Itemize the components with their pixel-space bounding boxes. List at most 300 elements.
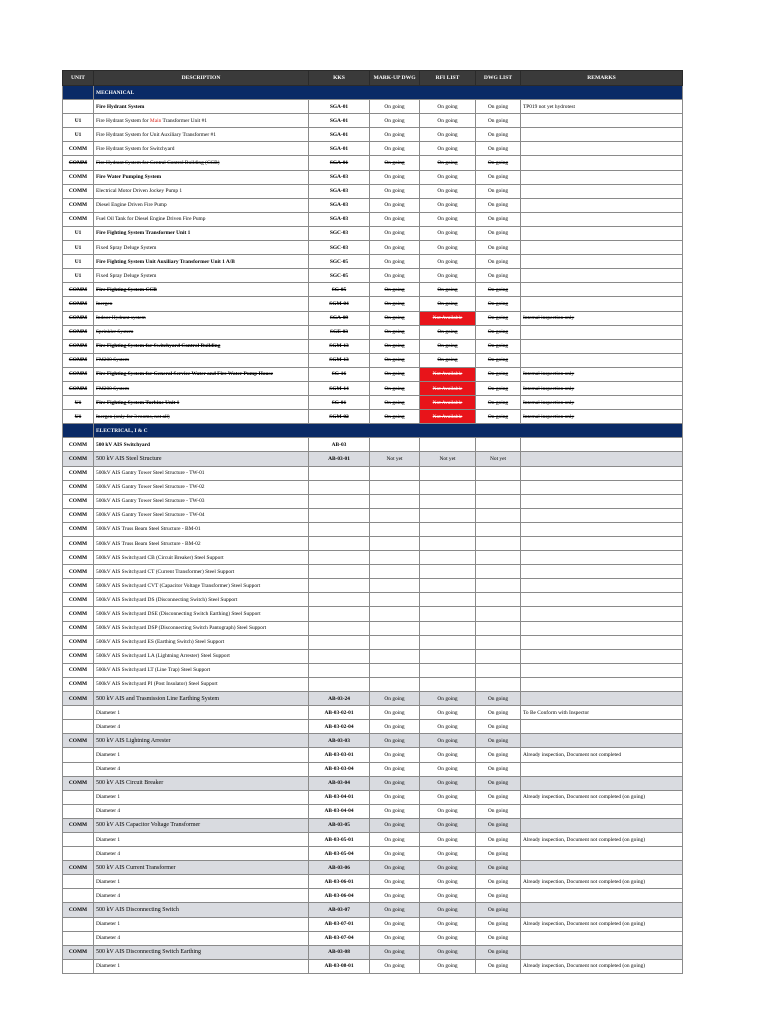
dwg-list-cell[interactable]: On going (476, 903, 521, 917)
kks-cell[interactable]: AB-03-02-04 (309, 720, 370, 734)
dwg-list-cell[interactable] (476, 579, 521, 593)
dwg-list-cell[interactable]: On going (476, 889, 521, 903)
description-cell[interactable]: Fire Hydrant System (94, 100, 309, 114)
markup-dwg-cell[interactable]: On going (370, 776, 420, 790)
dwg-list-cell[interactable]: Not yet (476, 452, 521, 466)
markup-dwg-cell[interactable] (370, 494, 420, 508)
kks-cell[interactable]: AB-03-03 (309, 734, 370, 748)
description-cell[interactable]: 500 kV AIS Switchyard (94, 438, 309, 452)
dwg-list-cell[interactable]: On going (476, 212, 521, 226)
description-cell[interactable]: Diameter 1 (94, 706, 309, 720)
markup-dwg-cell[interactable]: On going (370, 353, 420, 367)
dwg-list-cell[interactable]: On going (476, 297, 521, 311)
markup-dwg-cell[interactable] (370, 607, 420, 621)
unit-cell[interactable]: COMM (63, 508, 94, 522)
remarks-cell[interactable] (521, 438, 683, 452)
dwg-list-cell[interactable]: On going (476, 128, 521, 142)
description-cell[interactable]: Diameter 1 (94, 832, 309, 846)
rfi-list-cell[interactable]: On going (420, 804, 476, 818)
remarks-cell[interactable] (521, 339, 683, 353)
description-cell[interactable]: 500kV AIS Switchyard CT (Current Transformer) Steel Support (94, 565, 309, 579)
description-cell[interactable]: Diameter 1 (94, 748, 309, 762)
markup-dwg-cell[interactable]: On going (370, 283, 420, 297)
rfi-list-cell[interactable]: On going (420, 128, 476, 142)
description-cell[interactable]: 500kV AIS Gantry Tower Steel Structure - TW-02 (94, 480, 309, 494)
unit-cell[interactable]: COMM (63, 903, 94, 917)
description-cell[interactable]: Indoor Hydrant system (94, 311, 309, 325)
markup-dwg-cell[interactable]: On going (370, 114, 420, 128)
rfi-list-cell[interactable] (420, 466, 476, 480)
kks-cell[interactable] (309, 635, 370, 649)
markup-dwg-cell[interactable] (370, 649, 420, 663)
description-cell[interactable]: 500kV AIS Gantry Tower Steel Structure - TW-04 (94, 508, 309, 522)
kks-cell[interactable]: SGA-03 (309, 184, 370, 198)
kks-cell[interactable]: SGC-03 (309, 241, 370, 255)
description-cell[interactable]: Diameter 4 (94, 931, 309, 945)
dwg-list-cell[interactable] (476, 593, 521, 607)
col-header-unit[interactable]: UNIT (63, 71, 94, 86)
kks-cell[interactable]: SGE-03 (309, 325, 370, 339)
rfi-list-cell[interactable]: On going (420, 283, 476, 297)
unit-cell[interactable]: U1 (63, 396, 94, 410)
remarks-cell[interactable] (521, 128, 683, 142)
kks-cell[interactable]: AB-03-08-01 (309, 959, 370, 973)
markup-dwg-cell[interactable]: On going (370, 861, 420, 875)
kks-cell[interactable]: AB-03-01 (309, 452, 370, 466)
unit-cell[interactable] (63, 847, 94, 861)
markup-dwg-cell[interactable]: On going (370, 790, 420, 804)
dwg-list-cell[interactable]: On going (476, 847, 521, 861)
description-cell[interactable]: 500kV AIS Truss Beam Steel Structure - BM-02 (94, 537, 309, 551)
remarks-cell[interactable] (521, 903, 683, 917)
remarks-cell[interactable] (521, 593, 683, 607)
markup-dwg-cell[interactable]: On going (370, 255, 420, 269)
col-header-markup-dwg[interactable]: MARK-UP DWG (370, 71, 420, 86)
dwg-list-cell[interactable] (476, 649, 521, 663)
unit-cell[interactable] (63, 875, 94, 889)
dwg-list-cell[interactable]: On going (476, 396, 521, 410)
description-cell[interactable]: Fixed Spray Deluge System (94, 241, 309, 255)
markup-dwg-cell[interactable]: On going (370, 367, 420, 381)
rfi-list-cell[interactable]: On going (420, 762, 476, 776)
unit-cell[interactable]: COMM (63, 649, 94, 663)
unit-cell[interactable]: COMM (63, 311, 94, 325)
unit-cell[interactable]: COMM (63, 537, 94, 551)
dwg-list-cell[interactable]: On going (476, 762, 521, 776)
markup-dwg-cell[interactable] (370, 635, 420, 649)
dwg-list-cell[interactable] (476, 607, 521, 621)
kks-cell[interactable]: AB-03-05-01 (309, 832, 370, 846)
markup-dwg-cell[interactable]: On going (370, 762, 420, 776)
dwg-list-cell[interactable]: On going (476, 283, 521, 297)
unit-cell[interactable] (63, 706, 94, 720)
remarks-cell[interactable]: Already inspection, Document not completed (on going) (521, 832, 683, 846)
rfi-list-cell[interactable] (420, 438, 476, 452)
kks-cell[interactable] (309, 494, 370, 508)
dwg-list-cell[interactable]: On going (476, 706, 521, 720)
description-cell[interactable]: 500 kV AIS Current Transformer (94, 861, 309, 875)
unit-cell[interactable]: COMM (63, 212, 94, 226)
kks-cell[interactable]: AB-03-08 (309, 945, 370, 959)
dwg-list-cell[interactable] (476, 551, 521, 565)
kks-cell[interactable] (309, 508, 370, 522)
description-cell[interactable]: 500 kV AIS Capacitor Voltage Transformer (94, 818, 309, 832)
remarks-cell[interactable] (521, 677, 683, 691)
dwg-list-cell[interactable]: On going (476, 100, 521, 114)
dwg-list-cell[interactable]: On going (476, 241, 521, 255)
kks-cell[interactable] (309, 593, 370, 607)
rfi-list-cell[interactable] (420, 649, 476, 663)
rfi-list-cell[interactable]: On going (420, 931, 476, 945)
unit-cell[interactable] (63, 917, 94, 931)
unit-cell[interactable] (63, 790, 94, 804)
kks-cell[interactable]: SGA-01 (309, 100, 370, 114)
markup-dwg-cell[interactable]: On going (370, 931, 420, 945)
unit-cell[interactable]: COMM (63, 367, 94, 381)
dwg-list-cell[interactable]: On going (476, 410, 521, 424)
kks-cell[interactable]: SGM-04 (309, 297, 370, 311)
kks-cell[interactable]: AB-03-07 (309, 903, 370, 917)
kks-cell[interactable] (309, 621, 370, 635)
markup-dwg-cell[interactable]: On going (370, 311, 420, 325)
remarks-cell[interactable] (521, 635, 683, 649)
markup-dwg-cell[interactable]: On going (370, 100, 420, 114)
unit-cell[interactable]: COMM (63, 692, 94, 706)
unit-cell[interactable] (63, 959, 94, 973)
description-cell[interactable]: Inergen (94, 297, 309, 311)
remarks-cell[interactable] (521, 325, 683, 339)
rfi-list-cell[interactable]: On going (420, 226, 476, 240)
description-cell[interactable]: 500kV AIS Gantry Tower Steel Structure - TW-03 (94, 494, 309, 508)
description-cell[interactable]: Fixed Spray Deluge System (94, 269, 309, 283)
description-cell[interactable]: Diameter 4 (94, 762, 309, 776)
kks-cell[interactable]: SGA-01 (309, 142, 370, 156)
markup-dwg-cell[interactable] (370, 565, 420, 579)
dwg-list-cell[interactable]: On going (476, 861, 521, 875)
markup-dwg-cell[interactable]: On going (370, 269, 420, 283)
rfi-list-cell[interactable] (420, 607, 476, 621)
kks-cell[interactable]: SGA-03 (309, 198, 370, 212)
remarks-cell[interactable]: To Be Conform with Inspector (521, 706, 683, 720)
markup-dwg-cell[interactable]: On going (370, 804, 420, 818)
unit-cell[interactable]: COMM (63, 466, 94, 480)
kks-cell[interactable]: AB-03-03-04 (309, 762, 370, 776)
remarks-cell[interactable] (521, 114, 683, 128)
col-header-description[interactable]: DESCRIPTION (94, 71, 309, 86)
kks-cell[interactable]: AB-03-07-04 (309, 931, 370, 945)
kks-cell[interactable] (309, 551, 370, 565)
rfi-list-cell[interactable]: On going (420, 255, 476, 269)
remarks-cell[interactable] (521, 945, 683, 959)
remarks-cell[interactable] (521, 692, 683, 706)
unit-cell[interactable]: COMM (63, 353, 94, 367)
dwg-list-cell[interactable]: On going (476, 339, 521, 353)
description-cell[interactable]: Fire Hydrant System for Main Transformer Unit #1 (94, 114, 309, 128)
remarks-cell[interactable] (521, 663, 683, 677)
kks-cell[interactable] (309, 565, 370, 579)
kks-cell[interactable]: AB-03-07-01 (309, 917, 370, 931)
unit-cell[interactable]: COMM (63, 325, 94, 339)
description-cell[interactable]: Inergen (only for 3 rooms, not all) (94, 410, 309, 424)
description-cell[interactable]: Diameter 4 (94, 847, 309, 861)
unit-cell[interactable]: COMM (63, 198, 94, 212)
kks-cell[interactable]: SGC-05 (309, 255, 370, 269)
markup-dwg-cell[interactable] (370, 551, 420, 565)
dwg-list-cell[interactable]: On going (476, 255, 521, 269)
unit-cell[interactable]: COMM (63, 818, 94, 832)
rfi-not-available-cell[interactable]: Not Available (420, 367, 476, 381)
rfi-list-cell[interactable]: On going (420, 818, 476, 832)
unit-cell[interactable]: U1 (63, 114, 94, 128)
rfi-not-available-cell[interactable]: Not Available (420, 410, 476, 424)
kks-cell[interactable]: SGA-09 (309, 311, 370, 325)
markup-dwg-cell[interactable]: On going (370, 945, 420, 959)
unit-cell[interactable]: COMM (63, 565, 94, 579)
remarks-cell[interactable] (521, 283, 683, 297)
unit-cell[interactable]: COMM (63, 381, 94, 395)
description-cell[interactable]: 500kV AIS Gantry Tower Steel Structure - TW-01 (94, 466, 309, 480)
markup-dwg-cell[interactable] (370, 579, 420, 593)
markup-dwg-cell[interactable]: Not yet (370, 452, 420, 466)
remarks-cell[interactable] (521, 565, 683, 579)
remarks-cell[interactable] (521, 621, 683, 635)
dwg-list-cell[interactable]: On going (476, 875, 521, 889)
remarks-cell[interactable]: Already inspection, Document not completed (on going) (521, 790, 683, 804)
rfi-list-cell[interactable] (420, 522, 476, 536)
rfi-list-cell[interactable]: On going (420, 184, 476, 198)
remarks-cell[interactable] (521, 452, 683, 466)
unit-cell[interactable] (63, 832, 94, 846)
remarks-cell[interactable] (521, 889, 683, 903)
markup-dwg-cell[interactable]: On going (370, 170, 420, 184)
rfi-not-available-cell[interactable]: Not Available (420, 396, 476, 410)
remarks-cell[interactable] (521, 480, 683, 494)
kks-cell[interactable] (309, 663, 370, 677)
dwg-list-cell[interactable] (476, 537, 521, 551)
rfi-list-cell[interactable]: On going (420, 875, 476, 889)
markup-dwg-cell[interactable]: On going (370, 903, 420, 917)
rfi-list-cell[interactable]: On going (420, 100, 476, 114)
remarks-cell[interactable] (521, 466, 683, 480)
remarks-cell[interactable]: Already inspection, Document not completed (on going) (521, 917, 683, 931)
kks-cell[interactable]: AB-03-04-01 (309, 790, 370, 804)
markup-dwg-cell[interactable]: On going (370, 917, 420, 931)
rfi-list-cell[interactable]: On going (420, 353, 476, 367)
markup-dwg-cell[interactable]: On going (370, 410, 420, 424)
dwg-list-cell[interactable]: On going (476, 720, 521, 734)
description-cell[interactable]: Sprinkler System (94, 325, 309, 339)
unit-cell[interactable]: COMM (63, 494, 94, 508)
remarks-cell[interactable] (521, 156, 683, 170)
unit-cell[interactable] (63, 720, 94, 734)
description-cell[interactable]: Fire Fighting System Transformer Unit 1 (94, 226, 309, 240)
dwg-list-cell[interactable]: On going (476, 367, 521, 381)
dwg-list-cell[interactable]: On going (476, 142, 521, 156)
rfi-list-cell[interactable]: On going (420, 706, 476, 720)
dwg-list-cell[interactable] (476, 438, 521, 452)
rfi-list-cell[interactable] (420, 494, 476, 508)
markup-dwg-cell[interactable]: On going (370, 832, 420, 846)
dwg-list-cell[interactable]: On going (476, 804, 521, 818)
dwg-list-cell[interactable] (476, 663, 521, 677)
dwg-list-cell[interactable] (476, 522, 521, 536)
remarks-cell[interactable]: Internal inspection only (521, 311, 683, 325)
remarks-cell[interactable] (521, 142, 683, 156)
rfi-list-cell[interactable]: On going (420, 861, 476, 875)
markup-dwg-cell[interactable]: On going (370, 241, 420, 255)
description-cell[interactable]: Diesel Engine Driven Fire Pump (94, 198, 309, 212)
col-header-remarks[interactable]: REMARKS (521, 71, 683, 86)
dwg-list-cell[interactable] (476, 677, 521, 691)
rfi-list-cell[interactable]: On going (420, 903, 476, 917)
unit-cell[interactable]: U1 (63, 226, 94, 240)
unit-cell[interactable]: COMM (63, 607, 94, 621)
kks-cell[interactable]: AB-03-06-04 (309, 889, 370, 903)
unit-cell[interactable]: U1 (63, 241, 94, 255)
rfi-list-cell[interactable] (420, 621, 476, 635)
unit-cell[interactable]: U1 (63, 269, 94, 283)
kks-cell[interactable]: SG-05 (309, 283, 370, 297)
kks-cell[interactable]: SGA-03 (309, 170, 370, 184)
markup-dwg-cell[interactable] (370, 508, 420, 522)
rfi-list-cell[interactable] (420, 551, 476, 565)
dwg-list-cell[interactable]: On going (476, 790, 521, 804)
kks-cell[interactable]: AB-03-04 (309, 776, 370, 790)
unit-cell[interactable]: COMM (63, 551, 94, 565)
markup-dwg-cell[interactable]: On going (370, 847, 420, 861)
remarks-cell[interactable]: Internal inspection only (521, 410, 683, 424)
unit-cell[interactable]: U1 (63, 255, 94, 269)
description-cell[interactable]: FM200 System (94, 353, 309, 367)
kks-cell[interactable]: AB-03-02-01 (309, 706, 370, 720)
markup-dwg-cell[interactable]: On going (370, 818, 420, 832)
remarks-cell[interactable] (521, 353, 683, 367)
col-header-rfi-list[interactable]: RFI LIST (420, 71, 476, 86)
description-cell[interactable]: Fire Fighting System CCB (94, 283, 309, 297)
unit-cell[interactable]: COMM (63, 677, 94, 691)
markup-dwg-cell[interactable]: On going (370, 128, 420, 142)
description-cell[interactable]: 500 kV AIS Disconnecting Switch Earthing (94, 945, 309, 959)
markup-dwg-cell[interactable]: On going (370, 184, 420, 198)
rfi-list-cell[interactable] (420, 537, 476, 551)
markup-dwg-cell[interactable] (370, 663, 420, 677)
description-cell[interactable]: Diameter 1 (94, 959, 309, 973)
unit-cell[interactable]: U1 (63, 128, 94, 142)
dwg-list-cell[interactable] (476, 565, 521, 579)
remarks-cell[interactable]: Internal inspection only (521, 396, 683, 410)
dwg-list-cell[interactable]: On going (476, 945, 521, 959)
unit-cell[interactable] (63, 748, 94, 762)
rfi-list-cell[interactable] (420, 593, 476, 607)
remarks-cell[interactable] (521, 649, 683, 663)
rfi-list-cell[interactable] (420, 677, 476, 691)
kks-cell[interactable]: SGC-03 (309, 226, 370, 240)
description-cell[interactable]: 500 kV AIS Steel Structure (94, 452, 309, 466)
markup-dwg-cell[interactable]: On going (370, 396, 420, 410)
description-cell[interactable]: Fire Fighting System for General Service Water and Fire Water Pump House (94, 367, 309, 381)
markup-dwg-cell[interactable]: On going (370, 339, 420, 353)
rfi-list-cell[interactable] (420, 565, 476, 579)
dwg-list-cell[interactable]: On going (476, 269, 521, 283)
rfi-list-cell[interactable]: On going (420, 170, 476, 184)
kks-cell[interactable]: SG-16 (309, 367, 370, 381)
unit-cell[interactable]: COMM (63, 861, 94, 875)
markup-dwg-cell[interactable]: On going (370, 142, 420, 156)
kks-cell[interactable]: SGA-01 (309, 128, 370, 142)
dwg-list-cell[interactable]: On going (476, 692, 521, 706)
markup-dwg-cell[interactable]: On going (370, 297, 420, 311)
remarks-cell[interactable] (521, 255, 683, 269)
description-cell[interactable]: Fire Fighting System for Switchyard Control Building (94, 339, 309, 353)
remarks-cell[interactable] (521, 508, 683, 522)
rfi-list-cell[interactable]: On going (420, 832, 476, 846)
rfi-list-cell[interactable]: On going (420, 241, 476, 255)
remarks-cell[interactable] (521, 776, 683, 790)
rfi-list-cell[interactable]: On going (420, 692, 476, 706)
kks-cell[interactable]: AB-03-06 (309, 861, 370, 875)
markup-dwg-cell[interactable]: On going (370, 706, 420, 720)
remarks-cell[interactable] (521, 804, 683, 818)
remarks-cell[interactable] (521, 241, 683, 255)
description-cell[interactable]: Diameter 1 (94, 875, 309, 889)
description-cell[interactable]: 500kV AIS Switchyard DS (Disconnecting Switch) Steel Support (94, 593, 309, 607)
description-cell[interactable]: Diameter 1 (94, 917, 309, 931)
rfi-list-cell[interactable] (420, 663, 476, 677)
description-cell[interactable]: 500kV AIS Switchyard CB (Circuit Breaker) Steel Support (94, 551, 309, 565)
rfi-list-cell[interactable] (420, 635, 476, 649)
rfi-list-cell[interactable]: On going (420, 776, 476, 790)
kks-cell[interactable] (309, 522, 370, 536)
rfi-list-cell[interactable]: On going (420, 847, 476, 861)
dwg-list-cell[interactable]: On going (476, 184, 521, 198)
rfi-list-cell[interactable]: On going (420, 114, 476, 128)
rfi-list-cell[interactable] (420, 480, 476, 494)
description-cell[interactable]: 500kV AIS Switchyard CVT (Capacitor Voltage Transformer) Steel Support (94, 579, 309, 593)
description-cell[interactable]: 500 kV AIS and Trasmission Line Earthing System (94, 692, 309, 706)
markup-dwg-cell[interactable]: On going (370, 875, 420, 889)
dwg-list-cell[interactable] (476, 508, 521, 522)
remarks-cell[interactable]: TP019 not yet hydrotest (521, 100, 683, 114)
kks-cell[interactable]: SG-01 (309, 396, 370, 410)
description-cell[interactable]: 500kV AIS Switchyard PI (Post Insulator) Steel Support (94, 677, 309, 691)
description-cell[interactable]: Fire Hydrant System for Unit Auxiliary Transformer #1 (94, 128, 309, 142)
description-cell[interactable]: Fire Fighting System Unit Auxiliary Transformer Unit 1 A/B (94, 255, 309, 269)
col-header-kks[interactable]: KKS (309, 71, 370, 86)
remarks-cell[interactable]: Already inspection, Document not completed (on going) (521, 875, 683, 889)
dwg-list-cell[interactable]: On going (476, 156, 521, 170)
kks-cell[interactable] (309, 677, 370, 691)
unit-cell[interactable]: COMM (63, 621, 94, 635)
dwg-list-cell[interactable]: On going (476, 818, 521, 832)
rfi-list-cell[interactable]: On going (420, 917, 476, 931)
markup-dwg-cell[interactable]: On going (370, 212, 420, 226)
kks-cell[interactable]: AB-03-24 (309, 692, 370, 706)
description-cell[interactable]: 500 kV AIS Circuit Breaker (94, 776, 309, 790)
rfi-list-cell[interactable]: On going (420, 889, 476, 903)
unit-cell[interactable]: COMM (63, 156, 94, 170)
kks-cell[interactable]: AB-03 (309, 438, 370, 452)
markup-dwg-cell[interactable] (370, 466, 420, 480)
dwg-list-cell[interactable]: On going (476, 917, 521, 931)
kks-cell[interactable] (309, 607, 370, 621)
dwg-list-cell[interactable]: On going (476, 114, 521, 128)
remarks-cell[interactable]: Already inspection, Document not completed (on going) (521, 959, 683, 973)
rfi-list-cell[interactable] (420, 508, 476, 522)
unit-cell[interactable] (63, 100, 94, 114)
remarks-cell[interactable] (521, 607, 683, 621)
description-cell[interactable]: 500kV AIS Switchyard LT (Line Trap) Steel Support (94, 663, 309, 677)
description-cell[interactable]: Fire Fighting System Turbine Unit 1 (94, 396, 309, 410)
